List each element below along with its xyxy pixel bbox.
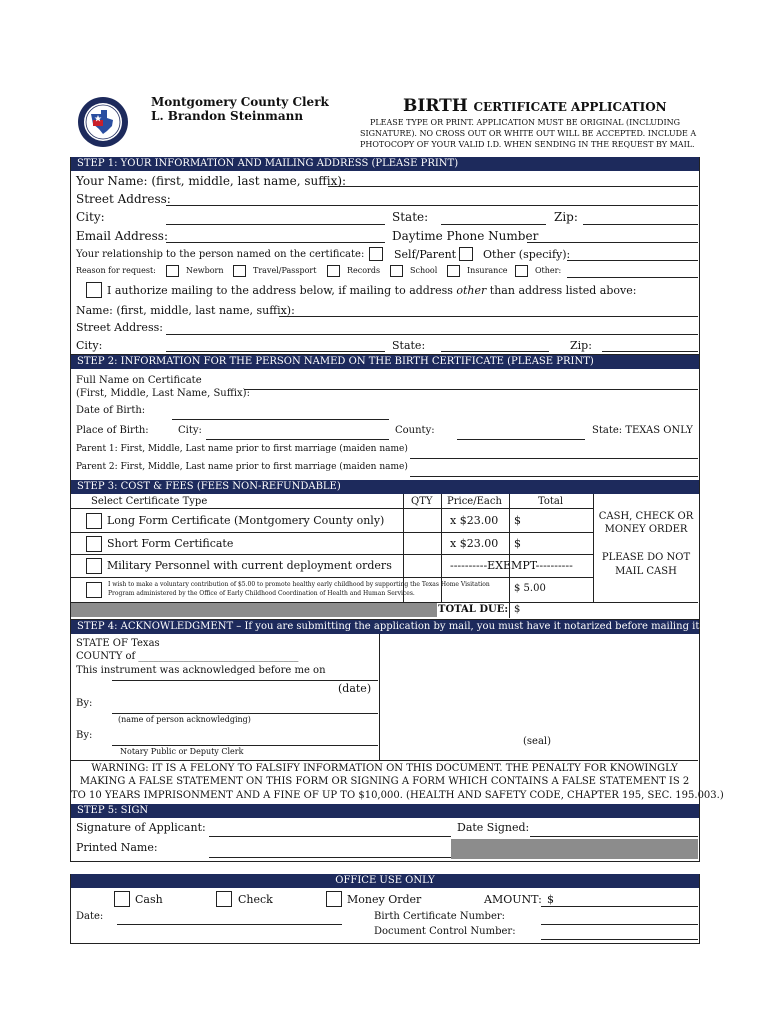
- alt-city-label: City:: [76, 339, 103, 352]
- street-label: Street Address:: [76, 192, 171, 206]
- reason-school-label: School: [410, 266, 438, 275]
- reason-travel-label: Travel/Passport: [253, 266, 317, 275]
- alt-city-field[interactable]: [166, 351, 385, 352]
- county-seal-logo: [77, 96, 129, 148]
- military-checkbox[interactable]: [86, 558, 102, 574]
- relationship-label: Your relationship to the person named on the certificate:: [76, 249, 365, 260]
- office-heading: OFFICE USE ONLY: [71, 874, 699, 888]
- reason-newborn-checkbox[interactable]: [166, 265, 179, 277]
- warning-line-3: TO 10 YEARS IMPRISONMENT AND A FINE OF UP TO $10,000. (HEALTH AND SAFETY CODE, CHAPTER 195, SEC. 195.003.): [71, 790, 724, 801]
- signature-field[interactable]: [209, 836, 451, 837]
- email-field[interactable]: [166, 242, 385, 243]
- your-name-field[interactable]: [328, 186, 698, 187]
- full-name-label-1: Full Name on Certificate: [76, 375, 202, 386]
- state-field[interactable]: [441, 224, 546, 225]
- authorize-text-em: other: [456, 284, 487, 297]
- signature-label: Signature of Applicant:: [76, 821, 206, 834]
- authorize-mailing-label: [107, 285, 636, 296]
- payment-note-3: PLEASE DO NOT: [601, 552, 691, 563]
- office-cash-checkbox[interactable]: [114, 891, 130, 907]
- seal-label: (seal): [523, 736, 552, 747]
- office-check-checkbox[interactable]: [216, 891, 232, 907]
- reason-label: Reason for request:: [76, 266, 156, 275]
- date-caption: (date): [338, 682, 372, 695]
- office-money-order-label: Money Order: [347, 893, 422, 906]
- step4-heading: STEP 4: ACKNOWLEDGMENT – If you are submitting the application by mail, you must have it notarized before mailing it in.: [71, 620, 699, 634]
- fee-row-line-1: [71, 508, 593, 509]
- birth-county-field[interactable]: [457, 439, 585, 440]
- instructions-line-2: SIGNATURE). NO CROSS OUT OR WHITE OUT WILL BE ACCEPTED. INCLUDE A: [360, 129, 697, 138]
- by-label-2: By:: [76, 730, 93, 741]
- military-label: Military Personnel with current deployment orders: [107, 559, 392, 572]
- acknowledged-date-field[interactable]: [112, 680, 378, 681]
- fee-row-line-3: [71, 554, 593, 555]
- parent1-label: Parent 1: First, Middle, Last name prior to first marriage (maiden name): [76, 444, 408, 454]
- alt-state-field[interactable]: [441, 351, 549, 352]
- phone-label: Daytime Phone Number: [392, 229, 539, 243]
- reason-insurance-label: Insurance: [467, 266, 508, 275]
- long-form-total: $: [514, 514, 521, 527]
- reason-newborn-label: Newborn: [186, 266, 224, 275]
- short-form-checkbox[interactable]: [86, 536, 102, 552]
- dob-label: Date of Birth:: [76, 405, 146, 416]
- your-name-label: Your Name: (first, middle, last name, suffix):: [76, 174, 347, 188]
- phone-field[interactable]: [527, 242, 698, 243]
- title-birth: BIRTH: [403, 96, 468, 116]
- dc-number-field[interactable]: [541, 939, 698, 940]
- reason-other-label: Other:: [535, 266, 562, 275]
- self-parent-checkbox[interactable]: [369, 247, 383, 261]
- instructions-line-1: PLEASE TYPE OR PRINT. APPLICATION MUST BE ORIGINAL (INCLUDING: [369, 118, 681, 127]
- clerk-name: L. Brandon Steinmann: [151, 109, 304, 123]
- instructions-line-3: PHOTOCOPY OF YOUR VALID I.D. WHEN SENDING IN THE REQUEST BY MAIL.: [360, 140, 695, 149]
- total-due-label: TOTAL DUE:: [438, 604, 509, 615]
- office-amount-value: $: [547, 893, 554, 906]
- fee-col-divider-total: [509, 494, 510, 618]
- fee-col-divider-side: [593, 494, 594, 602]
- parent2-field[interactable]: [410, 476, 698, 477]
- parent2-label: Parent 2: First, Middle, Last name prior to first marriage (maiden name): [76, 462, 408, 472]
- state-label: State:: [392, 210, 429, 224]
- parent1-field[interactable]: [410, 458, 698, 459]
- step5-shaded-area: [451, 839, 698, 859]
- bc-number-label: Birth Certificate Number:: [374, 911, 506, 922]
- reason-other-checkbox[interactable]: [515, 265, 528, 277]
- page-title: [403, 98, 667, 115]
- notary-signature-field[interactable]: [112, 745, 378, 746]
- payment-note-2: MONEY ORDER: [604, 524, 688, 535]
- printed-name-field[interactable]: [209, 857, 451, 858]
- state-of-label: STATE OF Texas: [76, 638, 160, 649]
- alt-name-label: Name: (first, middle, last name, suffix):: [76, 304, 295, 317]
- zip-field[interactable]: [583, 224, 698, 225]
- place-of-birth-label: Place of Birth:: [76, 425, 149, 436]
- col-price: Price/Each: [447, 496, 502, 507]
- payment-note-4: MAIL CASH: [615, 566, 677, 577]
- reason-insurance-checkbox[interactable]: [447, 265, 460, 277]
- street-field[interactable]: [166, 205, 698, 206]
- alt-zip-label: Zip:: [570, 339, 592, 352]
- birth-county-label: County:: [395, 425, 435, 436]
- full-name-label-2: (First, Middle, Last Name, Suffix):: [76, 388, 250, 399]
- short-form-label: Short Form Certificate: [107, 537, 234, 550]
- other-specify-label: Other (specify):: [483, 248, 571, 261]
- alt-street-field[interactable]: [166, 334, 698, 335]
- short-form-price: x $23.00: [450, 537, 499, 550]
- fee-shaded-area: [71, 603, 437, 617]
- city-label: City:: [76, 210, 105, 224]
- reason-records-label: Records: [347, 266, 381, 275]
- col-total: Total: [538, 496, 564, 507]
- step1-heading: STEP 1: YOUR INFORMATION AND MAILING ADDRESS (PLEASE PRINT): [71, 157, 699, 171]
- contribution-checkbox[interactable]: [86, 582, 102, 598]
- contribution-text-2: Program administered by the Office of Early Childhood Coordination of Health and Human Services.: [108, 590, 415, 597]
- self-parent-label: Self/Parent: [394, 248, 457, 261]
- by-label-1: By:: [76, 698, 93, 709]
- city-field[interactable]: [166, 224, 385, 225]
- warning-line-2: MAKING A FALSE STATEMENT ON THIS FORM OR SIGNING A FORM WHICH CONTAINS A FALSE STATEMENT IS 2: [79, 776, 690, 787]
- office-check-label: Check: [238, 893, 273, 906]
- step4-divider: [379, 634, 380, 760]
- other-relationship-checkbox[interactable]: [459, 247, 473, 261]
- col-qty: QTY: [411, 496, 433, 507]
- office-cash-label: Cash: [135, 893, 163, 906]
- col-cert-type: Select Certificate Type: [91, 496, 208, 507]
- acknowledging-person-field[interactable]: [112, 713, 378, 714]
- step5-heading: STEP 5: SIGN: [71, 804, 699, 818]
- total-due-value: $: [514, 604, 521, 615]
- warning-line-1: WARNING: IT IS A FELONY TO FALSIFY INFORMATION ON THIS DOCUMENT. THE PENALTY FOR KNOWINGLY: [91, 763, 678, 774]
- step2-heading: STEP 2: INFORMATION FOR THE PERSON NAMED ON THE BIRTH CERTIFICATE (PLEASE PRINT): [71, 355, 699, 369]
- zip-label: Zip:: [554, 210, 578, 224]
- printed-name-label: Printed Name:: [76, 841, 158, 854]
- reason-other-field[interactable]: [567, 277, 698, 278]
- reason-school-checkbox[interactable]: [390, 265, 403, 277]
- birth-state-label: State: TEXAS ONLY: [592, 425, 693, 436]
- dc-number-label: Document Control Number:: [374, 926, 516, 937]
- birth-city-field[interactable]: [206, 439, 389, 440]
- alt-state-label: State:: [392, 339, 426, 352]
- long-form-price: x $23.00: [450, 514, 499, 527]
- office-amount-field[interactable]: [541, 906, 698, 907]
- reason-travel-checkbox[interactable]: [233, 265, 246, 277]
- office-money-order-checkbox[interactable]: [326, 891, 342, 907]
- contribution-text-1: I wish to make a voluntary contribution of $5.00 to promote healthy early childhood by supporting the Texas Home Visitation: [108, 581, 490, 588]
- bc-number-field[interactable]: [541, 924, 698, 925]
- notary-caption: Notary Public or Deputy Clerk: [120, 747, 244, 756]
- dob-field[interactable]: [172, 419, 389, 420]
- office-date-label: Date:: [76, 911, 104, 922]
- long-form-checkbox[interactable]: [86, 513, 102, 529]
- office-date-field[interactable]: [117, 924, 342, 925]
- step3-heading: STEP 3: COST & FEES (FEES NON-REFUNDABLE): [71, 480, 699, 494]
- alt-name-field[interactable]: [279, 316, 698, 317]
- email-label: Email Address:: [76, 229, 169, 243]
- alt-zip-field[interactable]: [602, 351, 698, 352]
- long-form-label: Long Form Certificate (Montgomery County only): [107, 514, 385, 527]
- title-rest: CERTIFICATE APPLICATION: [473, 100, 667, 114]
- reason-records-checkbox[interactable]: [327, 265, 340, 277]
- other-specify-field[interactable]: [567, 260, 698, 261]
- full-name-field[interactable]: [244, 389, 698, 390]
- fee-row-line-4: [71, 577, 593, 578]
- county-of-label: COUNTY of ________________________________: [76, 651, 299, 662]
- date-signed-label: Date Signed:: [457, 821, 530, 834]
- short-form-total: $: [514, 537, 521, 550]
- office-name: Montgomery County Clerk: [151, 95, 329, 109]
- birth-city-label: City:: [178, 425, 202, 436]
- contribution-total: $ 5.00: [514, 583, 546, 594]
- authorize-text-2: than address listed above:: [486, 284, 637, 297]
- name-acknowledging-caption: (name of person acknowledging): [118, 715, 251, 724]
- authorize-text-1: I authorize mailing to the address below, if mailing to address: [107, 284, 457, 297]
- step4-warning-divider: [71, 760, 698, 761]
- payment-note-1: CASH, CHECK OR: [598, 511, 694, 522]
- fee-row-line-2: [71, 532, 593, 533]
- authorize-mailing-checkbox[interactable]: [86, 282, 102, 298]
- date-signed-field[interactable]: [530, 836, 698, 837]
- alt-street-label: Street Address:: [76, 321, 163, 334]
- office-amount-label: AMOUNT:: [484, 893, 542, 906]
- instrument-label: This instrument was acknowledged before me on: [76, 665, 326, 676]
- military-exempt: ----------EXEMPT----------: [450, 559, 573, 572]
